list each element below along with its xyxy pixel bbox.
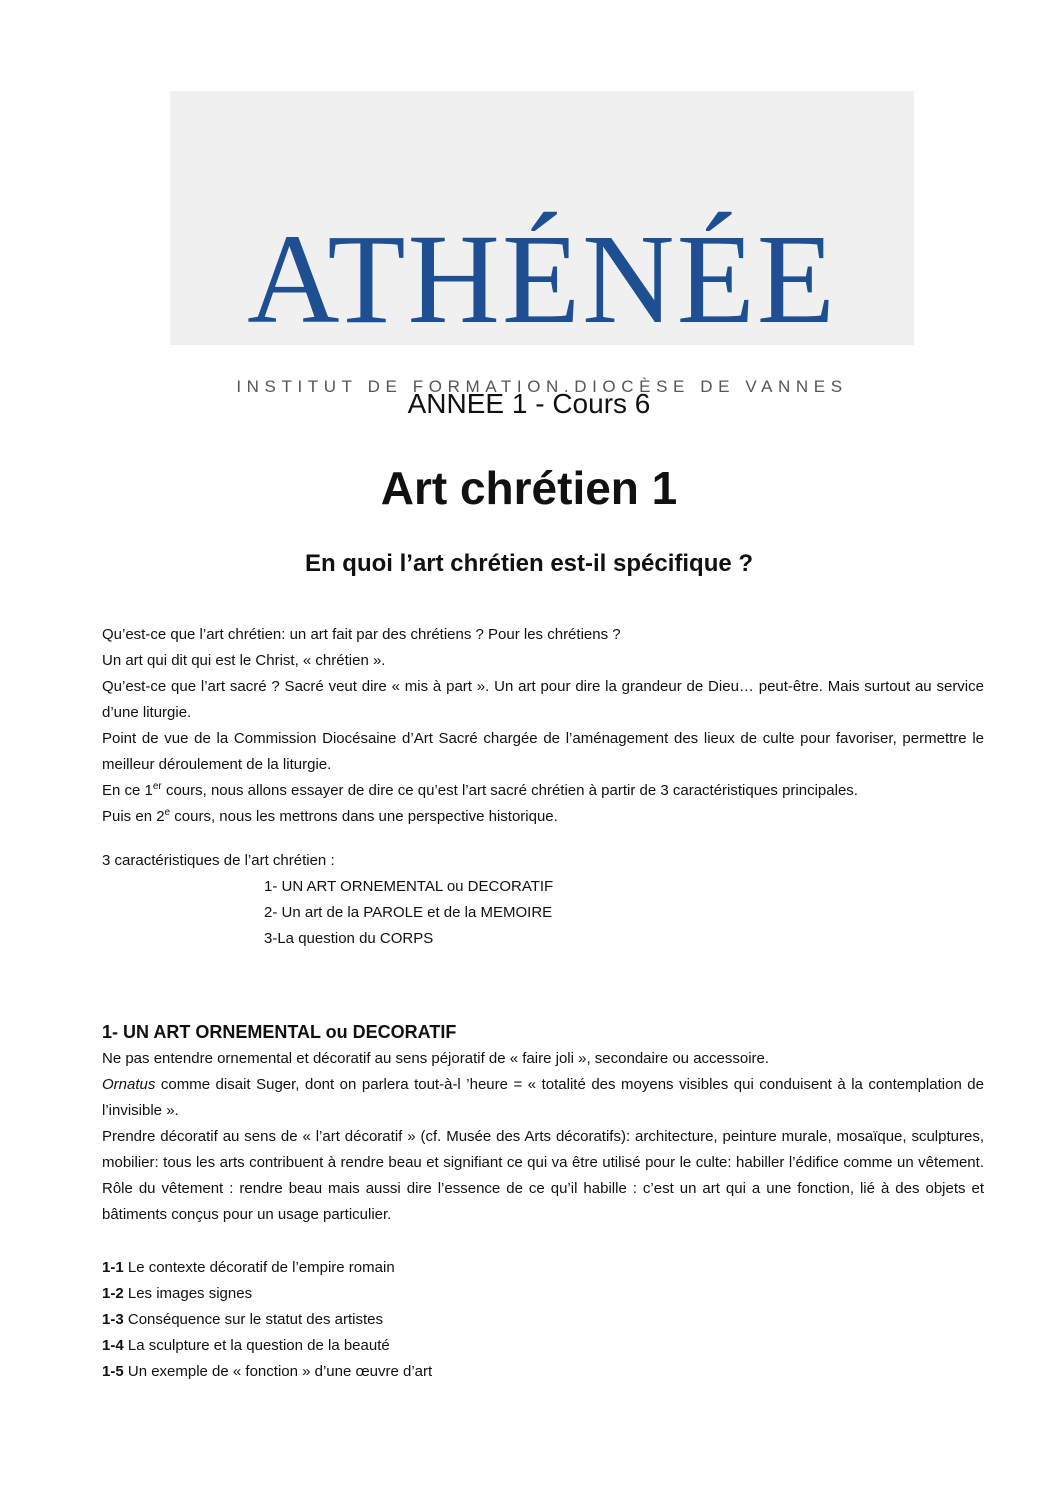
section-paragraph: Prendre décoratif au sens de « l’art décoratif » (cf. Musée des Arts décoratifs): architecture, peinture murale, mosaïque, sculptures, mobilier: tous les arts contribuent à rendre beau et signifiant ce qui va être utilisé pour le culte: habiller l’édifice comme un vêtement. Rôle du vêtement : rendre beau mais aussi dire l’essence de ce qu’il habille : c’est un art qui a une fonction, lié à des objets et bâtiments conçus pour un usage particulier. [102, 1128, 984, 1223]
list-item: 1-4 La sculpture et la question de la beauté [102, 1337, 390, 1354]
course-line: ANNEE 1 - Cours 6 [407, 388, 651, 419]
intro-section [102, 622, 984, 830]
logo-tagline: INSTITUT DE FORMATION.DIOCÈSE DE VANNES [236, 377, 848, 396]
list-item: 1-3 Conséquence sur le statut des artistes [102, 1311, 383, 1328]
intro-paragraph: Un art qui dit qui est le Christ, « chrétien ». [102, 652, 386, 669]
logo [170, 91, 914, 396]
intro-paragraph: Qu’est-ce que l’art chrétien: un art fait par des chrétiens ? Pour les chrétiens ? [102, 626, 621, 643]
intro-paragraph: Point de vue de la Commission Diocésaine d’Art Sacré chargée de l’aménagement des lieux de culte pour favoriser, permettre le meilleur déroulement de la liturgie. [102, 730, 984, 773]
logo-wordmark: ATHÉNÉE [247, 208, 837, 350]
list-item: 2- Un art de la PAROLE et de la MEMOIRE [264, 904, 553, 921]
intro-paragraph: Puis en 2e cours, nous les mettrons dans une perspective historique. [102, 807, 558, 825]
section-heading: 1- UN ART ORNEMENTAL ou DECORATIF [102, 1022, 457, 1042]
page-title: Art chrétien 1 [380, 462, 678, 514]
intro-paragraph: Qu’est-ce que l’art sacré ? Sacré veut dire « mis à part ». Un art pour dire la grandeur de Dieu… peut-être. Mais surtout au service d’une liturgie. [102, 678, 984, 721]
section-body [102, 1046, 984, 1228]
intro-paragraph: En ce 1er cours, nous allons essayer de dire ce qu’est l’art sacré chrétien à partir de 3 caractéristiques principales. [102, 781, 858, 799]
section-paragraph: Ornatus comme disait Suger, dont on parlera tout-à-l ’heure = « totalité des moyens visibles qui conduisent à la contemplation de l’invisible ». [102, 1076, 984, 1119]
list-item: 1-2 Les images signes [102, 1285, 253, 1302]
list-item: 1-1 Le contexte décoratif de l’empire romain [102, 1259, 395, 1276]
characteristics-list [102, 848, 984, 952]
list-item: 1- UN ART ORNEMENTAL ou DECORATIF [264, 878, 554, 895]
list-item: 1-5 Un exemple de « fonction » d’une œuvre d’art [102, 1363, 433, 1380]
characteristics-heading: 3 caractéristiques de l’art chrétien : [102, 852, 335, 869]
page-subtitle: En quoi l’art chrétien est-il spécifique ? [304, 550, 754, 577]
subsection-list [102, 1255, 984, 1385]
list-item: 3-La question du CORPS [264, 930, 434, 947]
section-paragraph: Ne pas entendre ornemental et décoratif au sens péjoratif de « faire joli », secondaire ou accessoire. [102, 1050, 770, 1067]
